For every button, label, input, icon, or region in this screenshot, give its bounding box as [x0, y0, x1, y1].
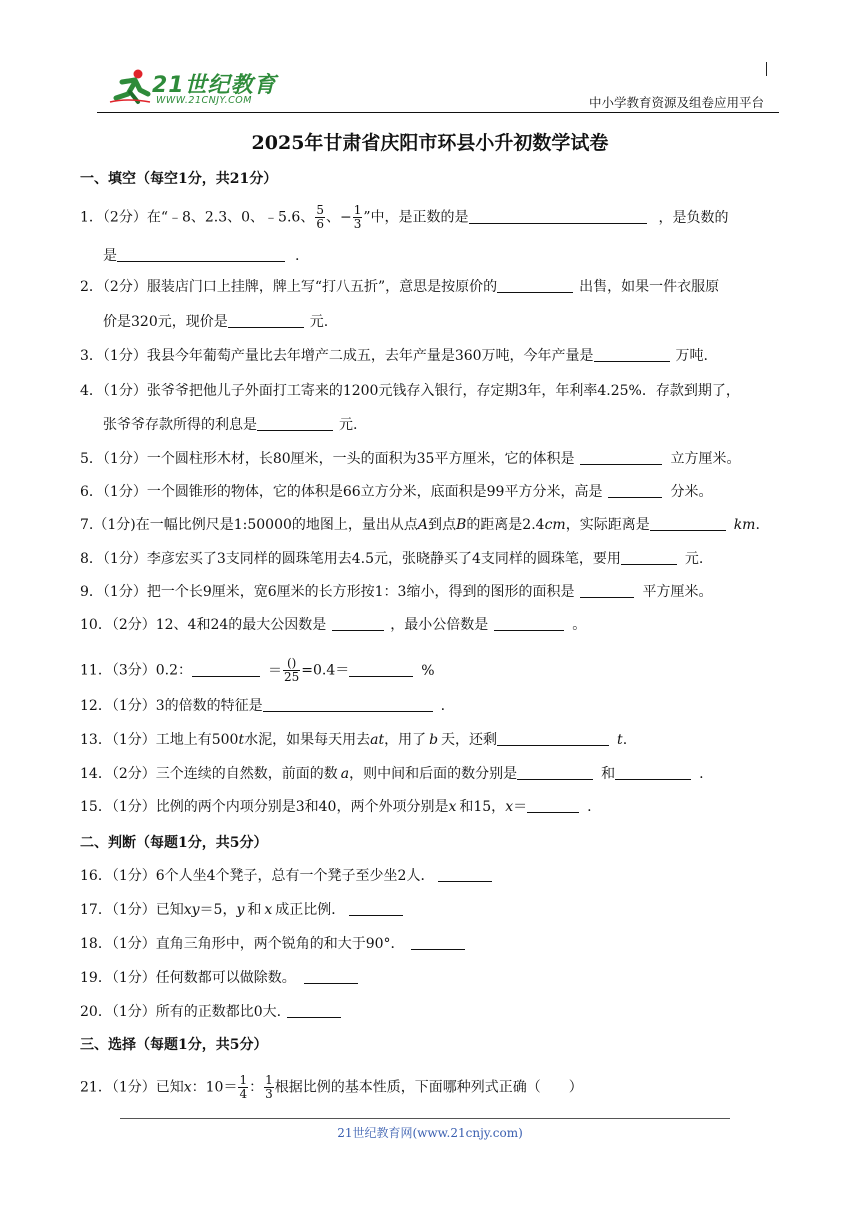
question-14: 14．（2分）三个连续的自然数，前面的数 a，则中间和后面的数分别是 和 .	[80, 766, 704, 782]
question-21: 21．（1分）已知x：10＝ $\frac{1}{4}$ ： $\frac{1}{3}$ 根据比例的基本性质，下面哪种列式正确（ ）	[80, 1073, 583, 1101]
answer-blank[interactable]	[580, 450, 662, 465]
answer-blank[interactable]	[349, 901, 403, 916]
question-4: 4．（1分）张爷爷把他儿子外面打工寄来的1200元钱存入银行，存定期3年，年利率4.25%．存款到期了，	[80, 383, 740, 399]
answer-blank[interactable]	[263, 697, 433, 712]
section-heading-true-false: 二、判断（每题1分，共5分）	[80, 835, 268, 851]
logo-text: 21世纪教育	[152, 73, 277, 98]
footer-text: 21世纪教育网(www.21cnjy.com)	[337, 1126, 523, 1140]
question-16: 16．（1分）6个人坐4个凳子，总有一个凳子至少坐2人．	[80, 866, 492, 886]
answer-blank[interactable]	[621, 550, 677, 565]
answer-blank[interactable]	[527, 798, 579, 813]
question-15: 15．（1分）比例的两个内项分别是3和40，两个外项分别是x 和15，x＝ .	[80, 799, 592, 815]
question-20: 20．（1分）所有的正数都比0大.	[80, 1002, 341, 1022]
answer-blank[interactable]	[287, 1003, 341, 1018]
answer-blank[interactable]	[517, 765, 593, 780]
question-11: 11．（3分）0.2： ＝ $\frac{()}{25}$ =0.4＝ %	[80, 656, 435, 684]
question-17: 17．（1分）已知xy＝5，y 和 x 成正比例．	[80, 900, 403, 920]
runner-logo-icon	[108, 68, 152, 106]
question-18: 18．（1分）直角三角形中，两个锐角的和大于90°．	[80, 934, 465, 954]
platform-name: 中小学教育资源及组卷应用平台	[588, 95, 764, 110]
question-12: 12．（1分）3的倍数的特征是 .	[80, 698, 446, 714]
answer-blank[interactable]	[349, 662, 413, 677]
fraction: $\frac{1}{3}$	[353, 203, 362, 231]
answer-blank[interactable]	[117, 247, 285, 262]
question-5: 5．（1分）一个圆柱形木材，长80厘米，一头的面积为35平方厘米，它的体积是 立方厘米。	[80, 451, 741, 467]
fraction: $\frac{5}{6}$	[316, 203, 324, 231]
answer-blank[interactable]	[580, 583, 634, 598]
question-2-line-2: 价是320元，现价是 元.	[103, 314, 329, 330]
question-6: 6．（1分）一个圆锥形的物体，它的体积是66立方分米，底面积是99平方分米，高是 分米。	[80, 484, 713, 500]
header-divider	[97, 112, 779, 113]
page-title: 2025年甘肃省庆阳市环县小升初数学试卷	[251, 132, 609, 154]
fraction: $\frac{1}{4}$	[239, 1073, 248, 1101]
question-13: 13．（1分）工地上有500t水泥，如果每天用去at，用了 b 天，还剩 t.	[80, 732, 628, 748]
header-cursor-mark	[766, 62, 767, 76]
answer-blank[interactable]	[228, 313, 304, 328]
answer-blank[interactable]	[650, 516, 726, 531]
question-9: 9．（1分）把一个长9厘米，宽6厘米的长方形按1：3缩小，得到的图形的面积是 平方厘米。	[80, 584, 713, 600]
answer-blank[interactable]	[494, 616, 564, 631]
question-4-line-2: 张爷爷存款所得的利息是 元.	[103, 417, 358, 433]
section-heading-fill-blank: 一、填空（每空1分，共21分）	[80, 171, 278, 187]
answer-blank[interactable]	[332, 616, 384, 631]
question-7: 7.（1分)在一幅比例尺是1:50000的地图上，量出从点A到点B的距离是2.4cm，实际距离是 km.	[80, 517, 760, 533]
section-heading-multiple-choice: 三、选择（每题1分，共5分）	[80, 1037, 268, 1053]
answer-blank[interactable]	[608, 483, 662, 498]
logo-url: WWW.21CNJY.COM	[156, 95, 252, 106]
answer-blank[interactable]	[257, 416, 333, 431]
answer-blank[interactable]	[192, 662, 260, 677]
question-10: 10．（2分）12、4和24的最大公因数是 ，最小公倍数是 。	[80, 617, 587, 633]
question-8: 8．（1分）李彦宏买了3支同样的圆珠笔用去4.5元，张晓静买了4支同样的圆珠笔，要用 元.	[80, 551, 704, 567]
answer-blank[interactable]	[304, 969, 358, 984]
answer-blank[interactable]	[411, 935, 465, 950]
answer-blank[interactable]	[469, 209, 647, 224]
answer-blank[interactable]	[438, 867, 492, 882]
question-1: 1．（2分）在“﹣8、2.3、0、﹣5.6、 $\frac{5}{6}$ 、− $\frac{1}{3}$ ”中，是正数的是 ，是负数的	[80, 203, 729, 231]
logo	[108, 68, 278, 108]
answer-blank[interactable]	[497, 731, 609, 746]
answer-blank[interactable]	[497, 278, 573, 293]
question-1-line-2: 是 .	[103, 248, 300, 264]
question-3: 3．（1分）我县今年葡萄产量比去年增产二成五，去年产量是360万吨，今年产量是 万吨.	[80, 348, 708, 364]
fraction: $\frac{1}{3}$	[265, 1073, 273, 1101]
answer-blank[interactable]	[615, 765, 691, 780]
answer-blank[interactable]	[594, 347, 670, 362]
footer-divider	[120, 1118, 730, 1119]
question-19: 19．（1分）任何数都可以做除数。	[80, 968, 358, 988]
question-2: 2．（2分）服装店门口上挂牌，牌上写“打八五折”，意思是按原价的 出售，如果一件衣服原	[80, 279, 720, 295]
fraction: $\frac{()}{25}$	[284, 656, 300, 684]
